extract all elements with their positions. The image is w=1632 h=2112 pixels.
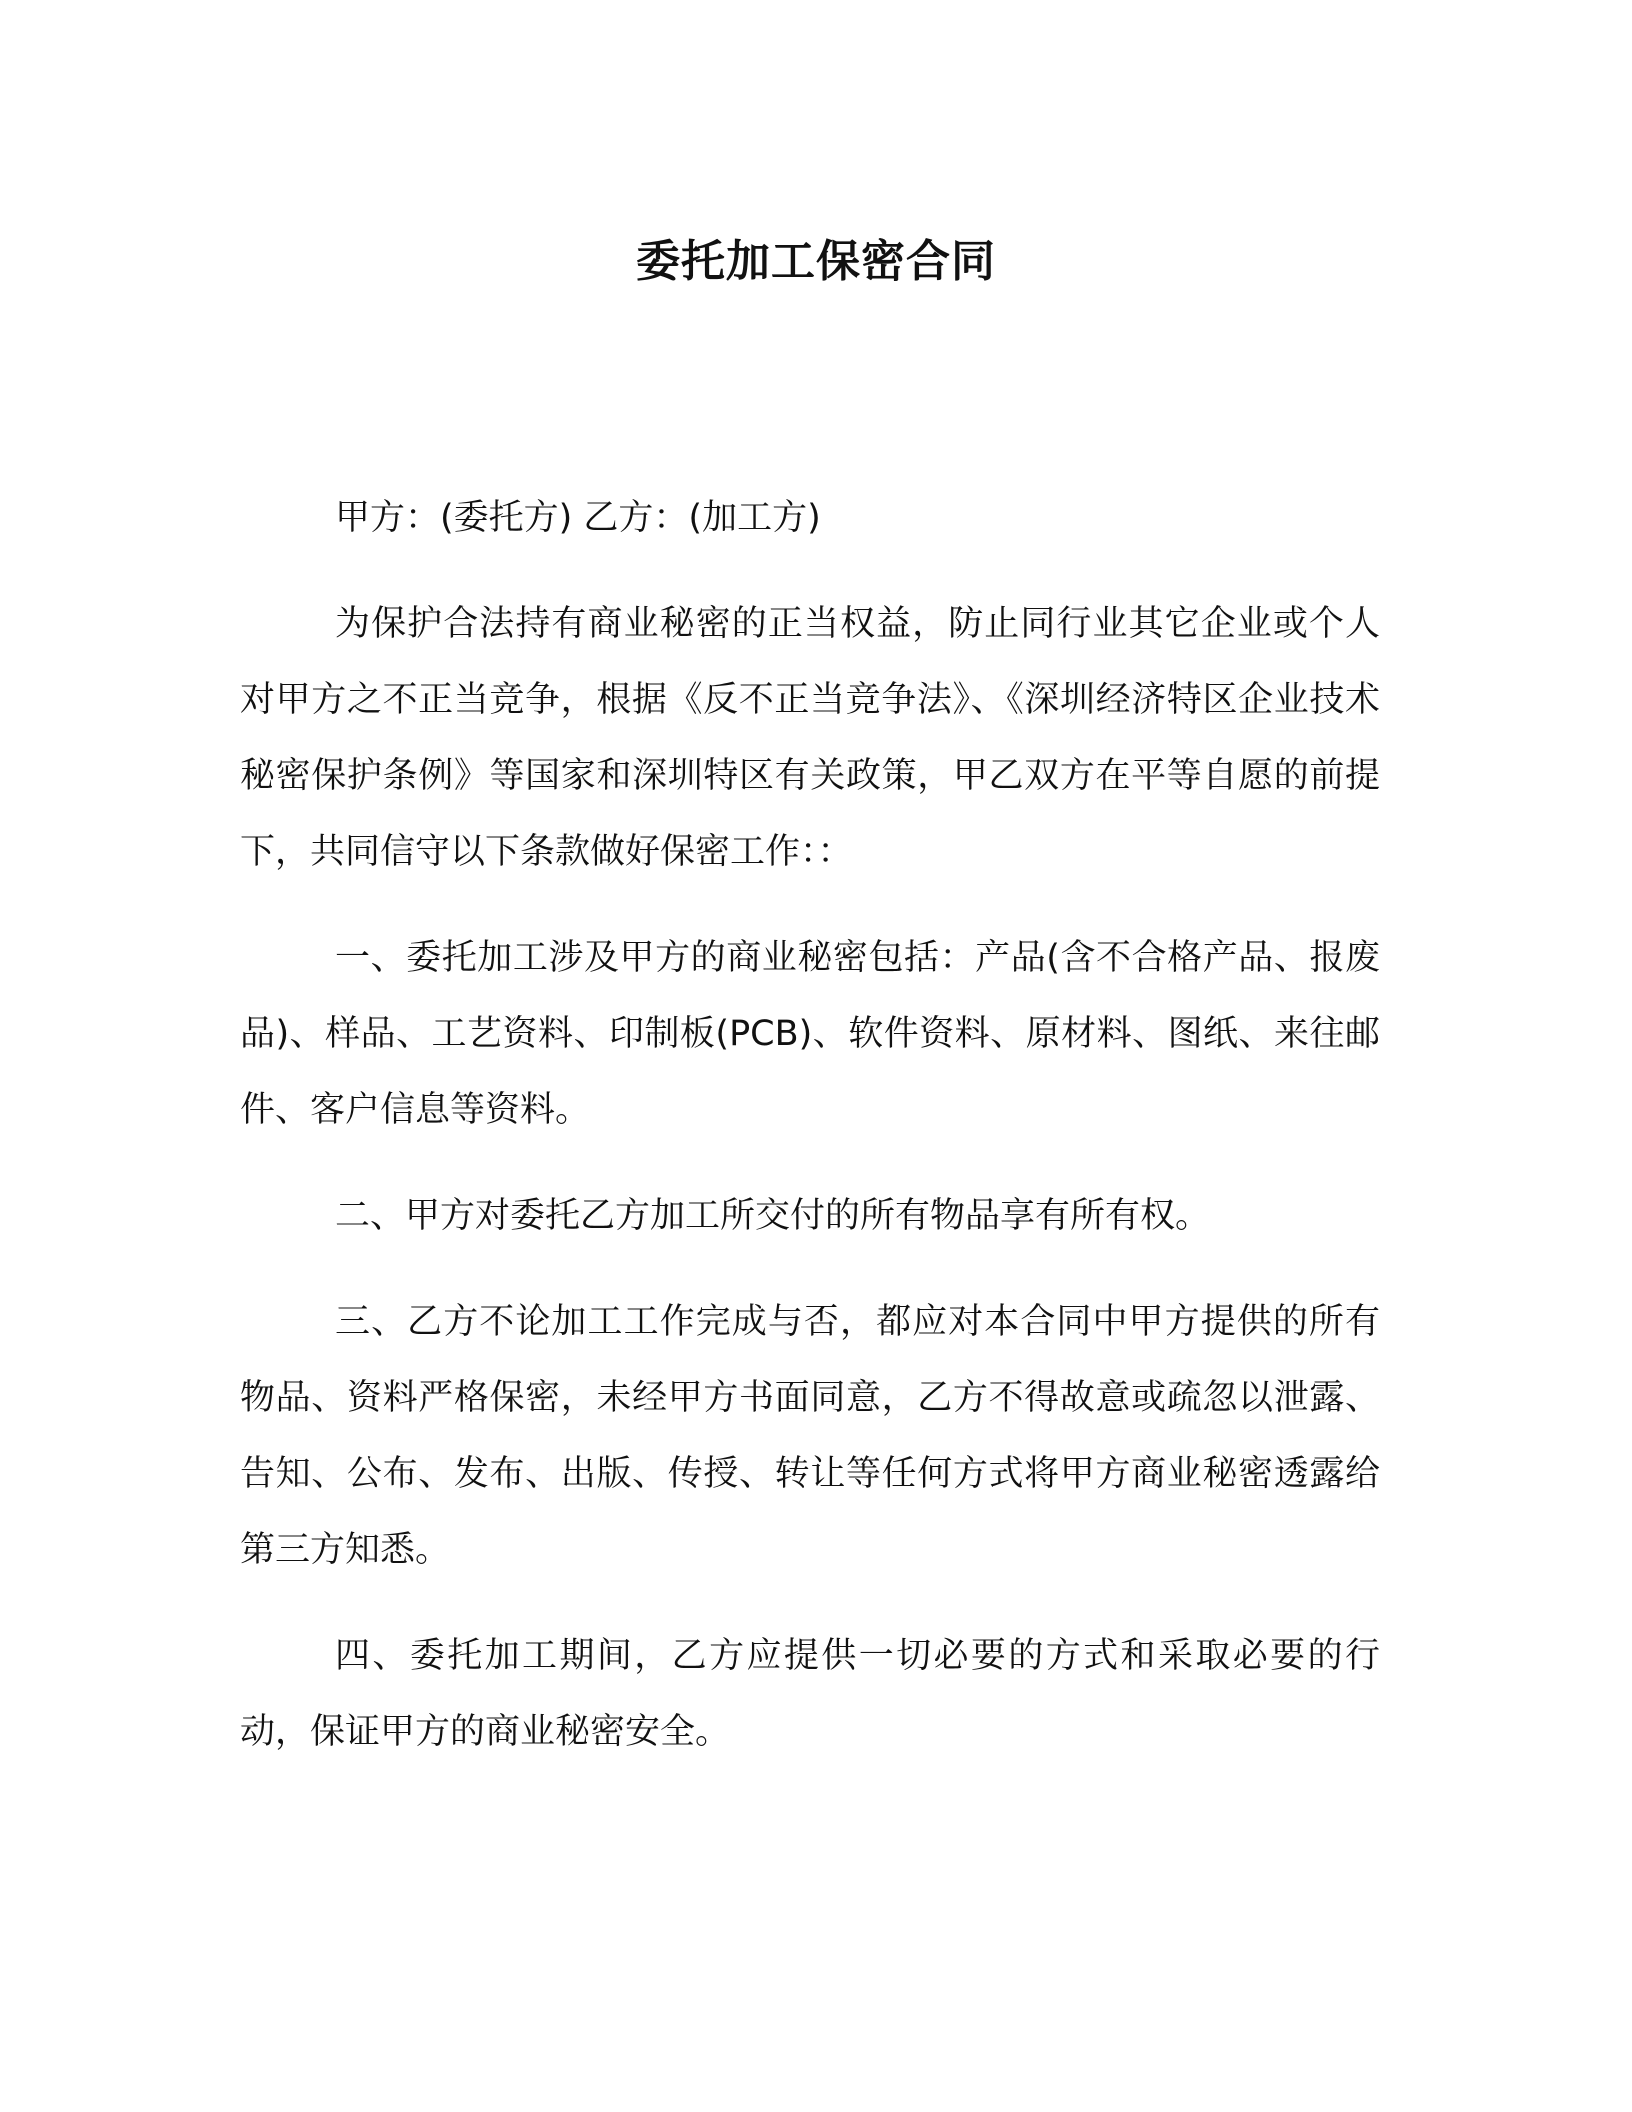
clause-1-paragraph: 一、委托加工涉及甲方的商业秘密包括：产品(含不合格产品、报废品)、样品、工艺资料、印制板(PCB)、软件资料、原材料、图纸、来往邮件、客户信息等资料。 [240, 938, 1380, 1130]
clause-3-paragraph: 三、乙方不论加工工作完成与否，都应对本合同中甲方提供的所有物品、资料严格保密，未经甲方书面同意，乙方不得故意或疏忽以泄露、告知、公布、发布、出版、传授、转让等任何方式将甲方商业秘密透露给第三方知悉。 [240, 1302, 1380, 1570]
document-title: 委托加工保密合同 [636, 236, 996, 287]
clause-2-paragraph: 二、甲方对委托乙方加工所交付的所有物品享有所有权。 [335, 1196, 1211, 1236]
document-body [240, 480, 1380, 1770]
parties-line: 甲方：(委托方) 乙方：(加工方) [335, 498, 821, 538]
preamble-paragraph: 为保护合法持有商业秘密的正当权益，防止同行业其它企业或个人对甲方之不正当竞争，根据《反不正当竞争法》、《深圳经济特区企业技术秘密保护条例》等国家和深圳特区有关政策，甲乙双方在平等自愿的前提下，共同信守以下条款做好保密工作：： [240, 604, 1380, 872]
clause-4-paragraph: 四、委托加工期间，乙方应提供一切必要的方式和采取必要的行动，保证甲方的商业秘密安全。 [240, 1636, 1380, 1752]
